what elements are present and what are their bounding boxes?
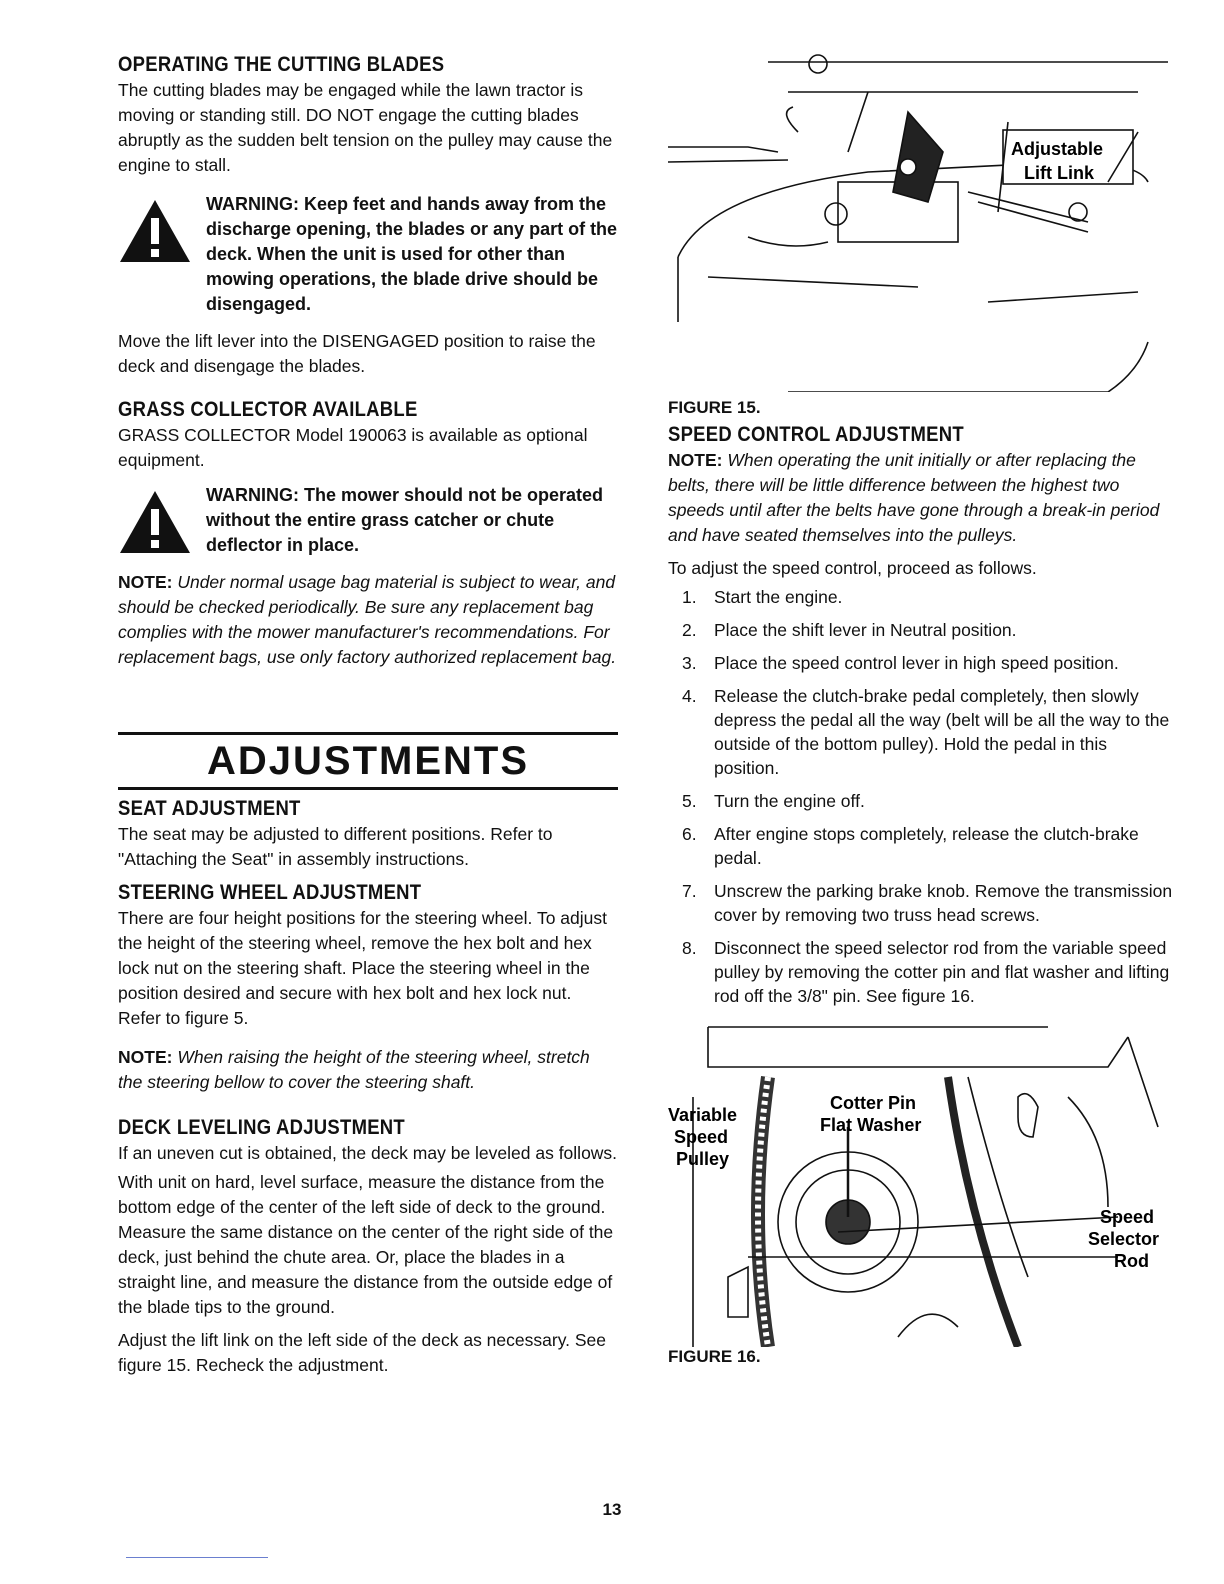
grass-body: GRASS COLLECTOR Model 190063 is available as optional equipment. xyxy=(118,425,588,470)
speed-heading: SPEED CONTROL ADJUSTMENT xyxy=(668,423,964,446)
grass-warning xyxy=(118,483,618,558)
speed-steps xyxy=(668,585,1174,1008)
bottom-rule xyxy=(126,1557,268,1558)
warning-icon xyxy=(118,489,192,555)
speed-intro: To adjust the speed control, proceed as follows. xyxy=(668,558,1037,578)
fig16-label-speed-r: Speed xyxy=(1100,1207,1155,1227)
deck-p2: With unit on hard, level surface, measure the distance from the bottom edge of the center of the left side of deck to the ground. Measure the same distance on the center of the right side of the deck, just behind the chute area. Or, place the blades in a straight line, and measure the distance from the outside edge of the blade tips to the ground. xyxy=(118,1172,614,1317)
speed-step: 8. Disconnect the speed selector rod from the variable speed pulley by removing the cotter pin and flat washer and lifting rod off the 3/8" pin. See figure 16. xyxy=(682,938,1170,1006)
warning-icon xyxy=(118,198,192,264)
fig15-label-adjustable: Adjustable xyxy=(1011,139,1104,159)
speed-step: 6. After engine stops completely, release the clutch-brake pedal. xyxy=(682,824,1139,868)
fig15-label-lift-link: Lift Link xyxy=(1024,163,1094,183)
steering-note xyxy=(118,1045,618,1095)
grass-heading: GRASS COLLECTOR AVAILABLE xyxy=(118,398,418,421)
speed-step: 5. Turn the engine off. xyxy=(682,791,865,811)
speed-step: 1. Start the engine. xyxy=(682,587,843,607)
operating-warning xyxy=(118,192,618,317)
right-column xyxy=(668,52,1174,1367)
speed-note-label: NOTE: xyxy=(668,450,723,470)
figure-15-illustration xyxy=(668,52,1174,392)
seat-heading: SEAT ADJUSTMENT xyxy=(118,797,301,820)
steering-note-label: NOTE: xyxy=(118,1047,173,1067)
speed-step: 3. Place the speed control lever in high speed position. xyxy=(682,653,1119,673)
operating-after: Move the lift lever into the DISENGAGED position to raise the deck and disengage the blades. xyxy=(118,331,596,376)
deck-p3: Adjust the lift link on the left side of the deck as necessary. See figure 15. Recheck the adjustment. xyxy=(118,1330,607,1375)
steering-heading: STEERING WHEEL ADJUSTMENT xyxy=(118,881,422,904)
steering-body: There are four height positions for the steering wheel. To adjust the height of the steering wheel, remove the hex bolt and hex lock nut on the steering shaft. Place the steering wheel in the position desired and secure with hex bolt and hex lock nut. Refer to figure 5. xyxy=(118,908,607,1028)
steering-note-text: When raising the height of the steering wheel, stretch the steering bellow to cover the steering shaft. xyxy=(118,1047,590,1092)
speed-step: 7. Unscrew the parking brake knob. Remove the transmission cover by removing two truss head screws. xyxy=(682,881,1173,925)
figure-15-caption: FIGURE 15. xyxy=(668,398,761,417)
grass-note xyxy=(118,570,618,670)
grass-note-label: NOTE: xyxy=(118,572,173,592)
grass-note-text: Under normal usage bag material is subject to wear, and should be checked periodically. Be sure any replacement bag complies with the mower manufacturer's recommendations. For replacement bags, use only factory authorized replacement bag. xyxy=(118,572,617,667)
operating-body: The cutting blades may be engaged while the lawn tractor is moving or standing still. DO NOT engage the cutting blades abruptly as the sudden belt tension on the pulley may cause the engine to stall. xyxy=(118,80,613,175)
speed-step: 4. Release the clutch-brake pedal completely, then slowly depress the pedal all the way (belt will be all the way to the outside of the bottom pulley). Hold the pedal in this position. xyxy=(682,686,1170,778)
speed-note xyxy=(668,448,1174,548)
grass-warning-text: WARNING: The mower should not be operated without the entire grass catcher or chute deflector in place. xyxy=(206,485,604,555)
deck-heading: DECK LEVELING ADJUSTMENT xyxy=(118,1116,405,1139)
figure-16-illustration xyxy=(668,1017,1174,1347)
adjustments-title: ADJUSTMENTS xyxy=(206,739,530,783)
adjustments-banner xyxy=(118,732,618,790)
deck-p1: If an uneven cut is obtained, the deck may be leveled as follows. xyxy=(118,1143,618,1163)
fig16-label-cotter-pin: Cotter Pin xyxy=(830,1093,917,1113)
page-number: 13 xyxy=(602,1500,622,1519)
speed-step: 2. Place the shift lever in Neutral position. xyxy=(682,620,1017,640)
fig16-label-variable: Variable xyxy=(668,1105,738,1125)
fig16-label-flat-washer: Flat Washer xyxy=(820,1115,922,1135)
fig16-label-pulley: Pulley xyxy=(676,1149,730,1169)
seat-body: The seat may be adjusted to different positions. Refer to "Attaching the Seat" in assembly instructions. xyxy=(118,824,553,869)
left-column xyxy=(118,52,618,1378)
fig16-label-rod: Rod xyxy=(1114,1251,1149,1271)
fig16-label-selector: Selector xyxy=(1088,1229,1160,1249)
operating-heading: OPERATING THE CUTTING BLADES xyxy=(118,53,445,76)
speed-note-text: When operating the unit initially or after replacing the belts, there will be little difference between the highest two speeds until after the belts have gone through a break-in period and have seated themselves into the pulleys. xyxy=(668,450,1160,545)
operating-warning-text: WARNING: Keep feet and hands away from the discharge opening, the blades or any part of the deck. When the unit is used for other than mowing operations, the blade drive should be disengaged. xyxy=(206,194,618,314)
figure-16-caption: FIGURE 16. xyxy=(668,1347,761,1366)
fig16-label-speed: Speed xyxy=(674,1127,729,1147)
